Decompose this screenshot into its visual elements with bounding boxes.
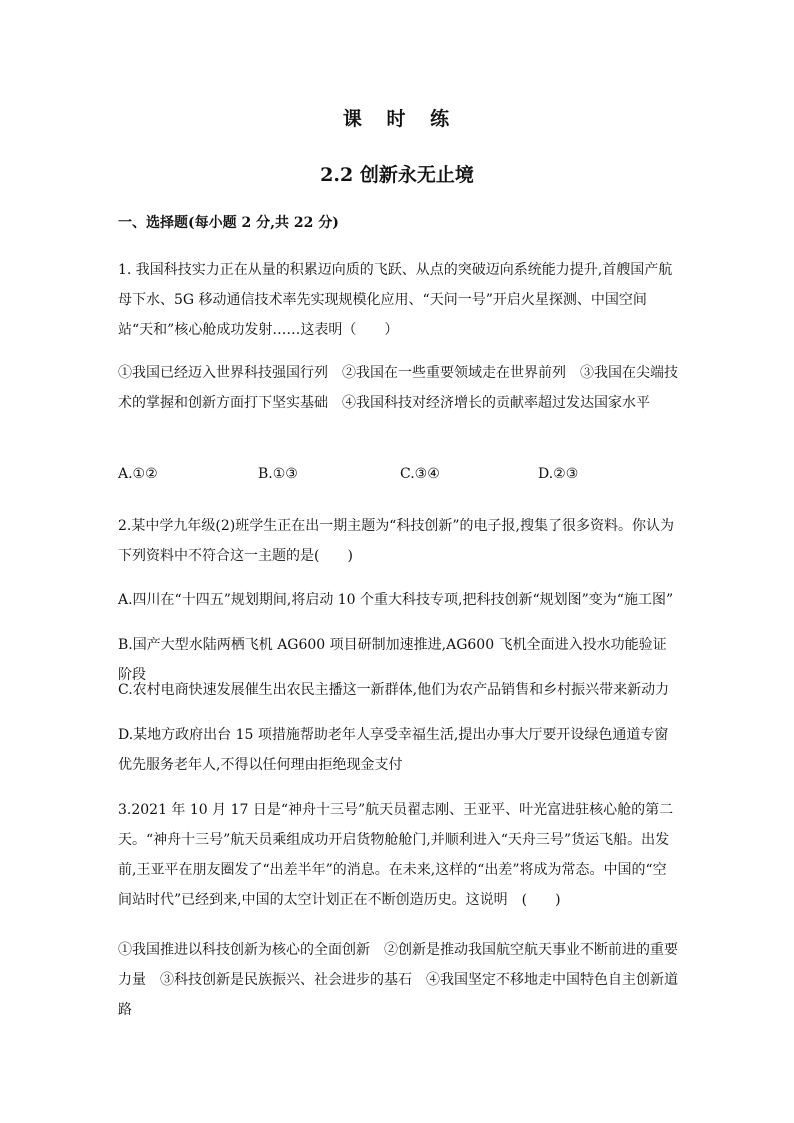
- question-2-option-b: B.国产大型水陆两栖飞机 AG600 项目研制加速推进,AG600 飞机全面进入投水功能验证阶段: [118, 637, 667, 683]
- question-2-stem: 2.某中学九年级(2)班学生正在出一期主题为“科技创新”的电子报,搜集了很多资料。你认为下列资料中不符合这一主题的是( ): [118, 518, 674, 564]
- page-title: 课 时 练: [342, 108, 452, 130]
- option-c: C.③④: [400, 466, 440, 482]
- question-2-option-a: A.四川在“十四五”规划期间,将启动 10 个重大科技专项,把科技创新“规划图”变为“施工图”: [118, 592, 674, 608]
- lesson-title: 2.2 创新永无止境: [320, 164, 474, 186]
- question-3-stem: 3.2021 年 10 月 17 日是“神舟十三号”航天员翟志刚、王亚平、叶光富进驻核心舱的第二天。“神舟十三号”航天员乘组成功开启货物舱舱门,并顺利进入“天舟三号”货运飞船。出发前,王亚平在朋友圈发了“出差半年”的消息。在未来,这样的“出差”将成为常态。中国的“空间站时代”已经到来,中国的太空计划正在不断创造历史。这说明 ( ): [118, 802, 674, 908]
- option-b: B.①③: [258, 466, 298, 482]
- question-2-option-d: D.某地方政府出台 15 项措施帮助老年人享受幸福生活,提出办事大厅要开设绿色通道专窗优先服务老年人,不得以任何理由拒绝现金支付: [118, 727, 669, 773]
- question-3-statements: ①我国推进以科技创新为核心的全面创新 ②创新是推动我国航空航天事业不断前进的重要力量 ③科技创新是民族振兴、社会进步的基石 ④我国坚定不移地走中国特色自主创新道路: [118, 942, 678, 1018]
- option-a: A.①②: [118, 466, 158, 482]
- question-2-option-c: C.农村电商快速发展催生出农民主播这一新群体,他们为农产品销售和乡村振兴带来新动力: [118, 682, 670, 698]
- option-d: D.②③: [538, 466, 579, 482]
- question-1-statements: ①我国已经迈入世界科技强国行列 ②我国在一些重要领域走在世界前列 ③我国在尖端技术的掌握和创新方面打下坚实基础 ④我国科技对经济增长的贡献率超过发达国家水平: [118, 365, 678, 411]
- question-1-stem: 1. 我国科技实力正在从量的积累迈向质的飞跃、从点的突破迈向系统能力提升,首艘国产航母下水、5G 移动通信技术率先实现规模化应用、“天问一号”开启火星探测、中国空间站“天和”核心舱成功发射……这表明（ ）: [118, 262, 673, 338]
- question-1-options: [118, 466, 680, 496]
- section-heading: 一、选择题(每小题 2 分,共 22 分): [118, 215, 339, 231]
